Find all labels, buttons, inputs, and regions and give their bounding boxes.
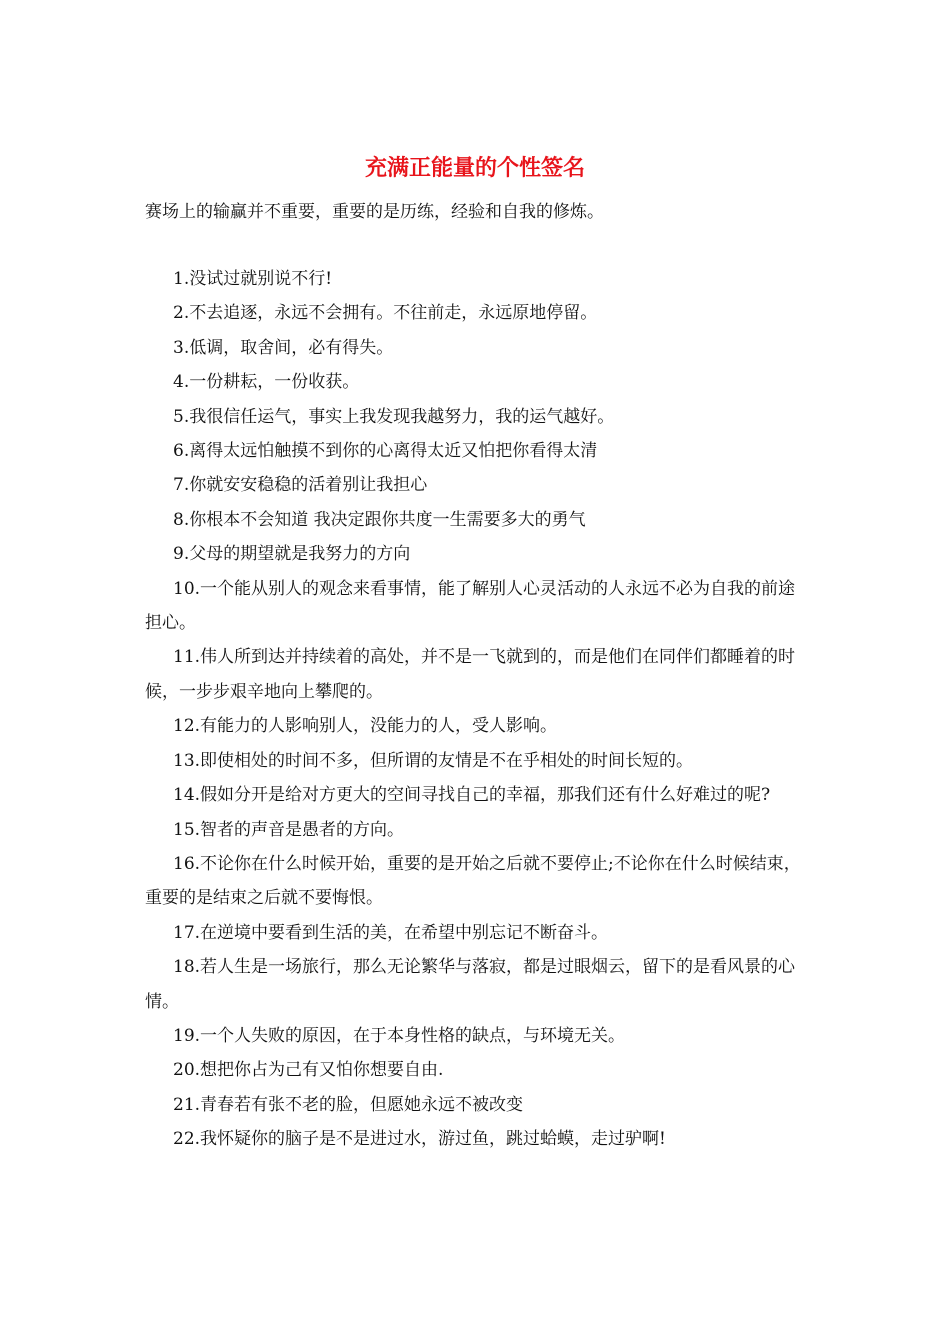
- list-item: 15.智者的声音是愚者的方向。: [173, 819, 405, 840]
- list-item: 20.想把你占为己有又怕你想要自由.: [173, 1060, 444, 1081]
- list-item: 11.伟人所到达并持续着的高处，并不是一飞就到的，而是他们在同伴们都睡着的时候，一步步艰辛地向上攀爬的。: [145, 647, 796, 702]
- list-item: 2.不去追逐，永远不会拥有。不往前走，永远原地停留。: [173, 303, 598, 324]
- list-item: 12.有能力的人影响别人，没能力的人，受人影响。: [173, 716, 558, 737]
- list-item: 1.没试过就别说不行!: [173, 269, 333, 289]
- list-item: 19.一个人失败的原因，在于本身性格的缺点，与环境无关。: [173, 1025, 626, 1046]
- list-item: 16.不论你在什么时候开始，重要的是开始之后就不要停止;不论你在什么时候结束，重要的是结束之后就不要悔恨。: [145, 853, 801, 909]
- list-item: 17.在逆境中要看到生活的美，在希望中别忘记不断奋斗。: [173, 922, 609, 943]
- list-item: 21.青春若有张不老的脸，但愿她永远不被改变: [173, 1094, 524, 1115]
- list-item: 7.你就安安稳稳的活着别让我担心: [173, 475, 428, 496]
- list-item: 18.若人生是一场旅行，那么无论繁华与落寂，都是过眼烟云，留下的是看风景的心情。: [145, 957, 796, 1012]
- list-item: 5.我很信任运气，事实上我发现我越努力，我的运气越好。: [173, 406, 615, 427]
- list-item: 6.离得太远怕触摸不到你的心离得太近又怕把你看得太清: [173, 441, 598, 462]
- list-item: 3.低调，取舍间，必有得失。: [173, 337, 394, 358]
- list-item: 13.即使相处的时间不多，但所谓的友情是不在乎相处的时间长短的。: [173, 750, 694, 771]
- list-item: 10.一个能从别人的观念来看事情，能了解别人心灵活动的人永远不必为自我的前途担心。: [145, 578, 796, 634]
- list-item: 4.一份耕耘，一份收获。: [173, 372, 360, 393]
- list-item: 9.父母的期望就是我努力的方向: [173, 544, 411, 565]
- list-item: 14.假如分开是给对方更大的空间寻找自己的幸福，那我们还有什么好难过的呢?: [173, 785, 771, 806]
- quote-list: [145, 262, 805, 1157]
- intro-paragraph: 赛场上的输赢并不重要，重要的是历练，经验和自我的修炼。: [145, 202, 604, 222]
- list-item: 8.你根本不会知道 我决定跟你共度一生需要多大的勇气: [173, 509, 586, 530]
- list-item: 22.我怀疑你的脑子是不是进过水，游过鱼，跳过蛤蟆，走过驴啊!: [173, 1129, 666, 1150]
- document-title: 充满正能量的个性签名: [364, 155, 585, 181]
